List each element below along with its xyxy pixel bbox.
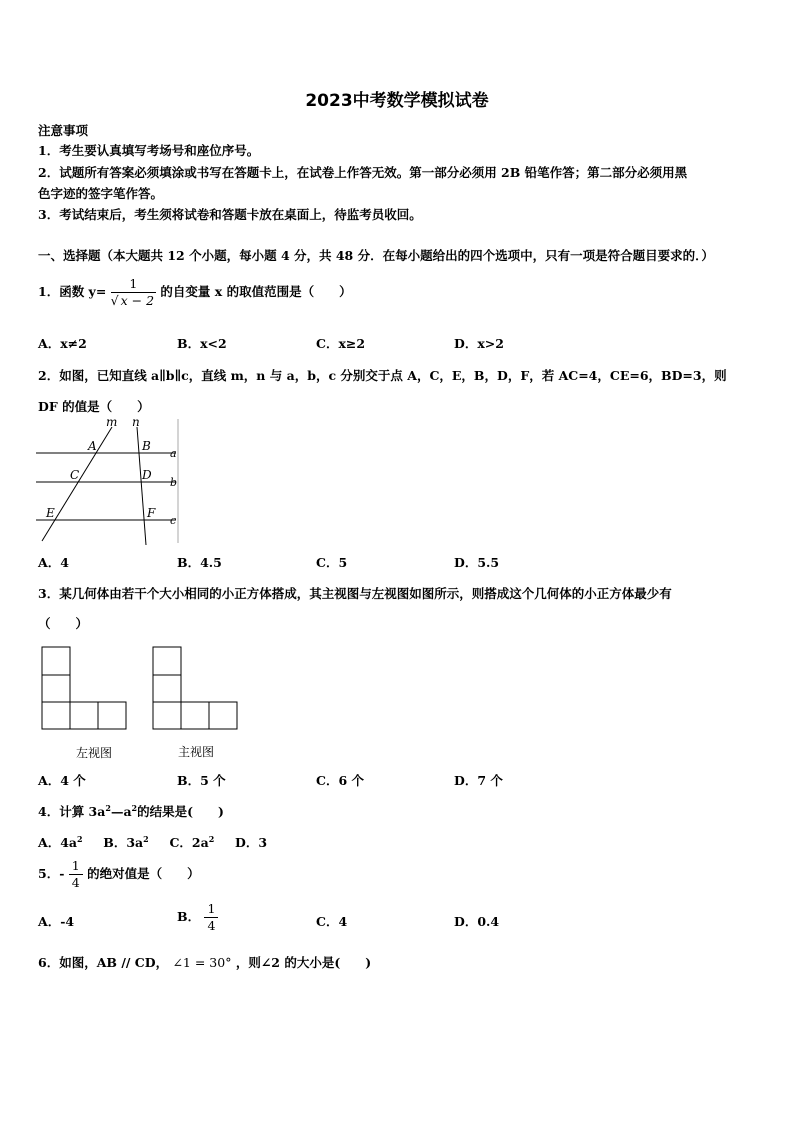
q1-option-d: D．x>2 bbox=[454, 336, 504, 351]
q2-option-d: D．5.5 bbox=[454, 555, 500, 570]
question-4 bbox=[38, 802, 224, 820]
line-m bbox=[42, 427, 112, 541]
q5-option-a: A．-4 bbox=[38, 914, 75, 929]
section-heading: 一、选择题（本大题共 12 个小题，每小题 4 分，共 48 分．在每小题给出的四个选项中，只有一项是符合题目要求的．） bbox=[38, 248, 714, 263]
q5-option-b-den: 4 bbox=[207, 918, 216, 933]
question-1 bbox=[38, 276, 352, 309]
q1-fraction bbox=[111, 276, 156, 309]
notice-item-3: 3．考试结束后，考生须将试卷和答题卡放在桌面上，待监考员收回。 bbox=[38, 207, 422, 222]
left-view-cube-bottom-3 bbox=[98, 702, 126, 729]
question-3-line-2: （ ） bbox=[38, 616, 89, 631]
q1-prefix: 1．函数 y= bbox=[38, 284, 107, 299]
left-view-cube-top bbox=[42, 647, 70, 675]
q6-angle-1: ∠1 = 30° bbox=[172, 955, 232, 970]
notice-heading: 注意事项 bbox=[38, 123, 89, 138]
label-D: D bbox=[142, 468, 152, 482]
notice-item-2-cont: 色字迹的签字笔作答。 bbox=[38, 186, 164, 201]
main-view-caption: 主视图 bbox=[178, 745, 215, 759]
q3-option-b: B．5 个 bbox=[177, 773, 226, 788]
q1-frac-den-wrap: √ x − 2 bbox=[110, 293, 155, 308]
q1-frac-num: 1 bbox=[111, 276, 156, 293]
q3-option-c: C．6 个 bbox=[316, 773, 364, 788]
q4-option-a: A．4a bbox=[38, 835, 77, 850]
q4-option-b: B．3a bbox=[103, 835, 144, 850]
label-c: c bbox=[170, 514, 177, 527]
label-n: n bbox=[132, 415, 140, 429]
q4-option-b-sup: 2 bbox=[143, 833, 149, 844]
q3-option-a: A．4 个 bbox=[38, 773, 86, 788]
q2-option-c: C．5 bbox=[316, 555, 348, 570]
q4-mid: —a bbox=[110, 804, 132, 819]
q5-frac-den: 4 bbox=[71, 875, 80, 890]
question-5 bbox=[38, 858, 200, 891]
label-F: F bbox=[147, 506, 156, 520]
q5-option-c: C．4 bbox=[316, 914, 348, 929]
q4-suffix: 的结果是( ) bbox=[137, 804, 224, 819]
label-A: A bbox=[88, 439, 97, 453]
notice-item-2: 2．试题所有答案必须填涂或书写在答题卡上，在试卷上作答无效。第一部分必须用 2B 铅笔作答；第二部分必须用黑 bbox=[38, 165, 688, 180]
q4-option-c: C．2a bbox=[169, 835, 209, 850]
question-2-line-2: DF 的值是（ ） bbox=[38, 399, 150, 414]
label-a: a bbox=[170, 447, 177, 460]
question-2-line-1: 2．如图，已知直线 a∥b∥c，直线 m，n 与 a，b，c 分别交于点 A，C，E，B，D，F，若 AC=4，CE=6，BD=3，则 bbox=[38, 368, 727, 383]
label-E: E bbox=[46, 506, 55, 520]
question-3-line-1: 3．某几何体由若干个大小相同的小正方体搭成，其主视图与左视图如图所示，则搭成这个几何体的小正方体最少有 bbox=[38, 586, 672, 601]
q6-prefix: 6．如图，AB // CD， bbox=[38, 955, 169, 970]
q2-option-a: A．4 bbox=[38, 555, 69, 570]
main-view-cube-bottom-2 bbox=[181, 702, 209, 729]
left-view-cube-bottom-1 bbox=[42, 702, 70, 729]
q5-option-b-num: 1 bbox=[204, 901, 218, 918]
left-view-cube-mid bbox=[42, 675, 70, 702]
left-view-caption: 左视图 bbox=[76, 746, 113, 760]
q4-sup-2: 2 bbox=[131, 802, 138, 813]
notice-item-1: 1．考生要认真填写考场号和座位序号。 bbox=[38, 143, 260, 158]
q5-option-b-label: B． bbox=[177, 909, 201, 924]
parallel-lines-figure bbox=[36, 415, 186, 545]
q4-option-a-sup: 2 bbox=[77, 833, 83, 844]
left-view-figure bbox=[40, 645, 130, 730]
q5-option-b-fraction bbox=[204, 901, 218, 934]
q5-option-b bbox=[177, 901, 218, 934]
label-m: m bbox=[106, 415, 118, 429]
q5-fraction bbox=[69, 858, 83, 891]
main-view-cube-bottom-1 bbox=[153, 702, 181, 729]
main-view-figure bbox=[151, 645, 241, 730]
q5-suffix: 的绝对值是（ ） bbox=[87, 866, 200, 881]
q4-options bbox=[38, 833, 267, 851]
q4-option-c-sup: 2 bbox=[208, 833, 215, 844]
q5-option-d: D．0.4 bbox=[454, 914, 500, 929]
main-view-cube-top bbox=[153, 647, 181, 675]
page-title: 2023中考数学模拟试卷 bbox=[305, 91, 489, 111]
q4-sup-1: 2 bbox=[105, 802, 111, 813]
label-C: C bbox=[70, 468, 80, 482]
q5-frac-num: 1 bbox=[69, 858, 83, 875]
q2-option-b: B．4.5 bbox=[177, 555, 222, 570]
label-B: B bbox=[142, 439, 151, 453]
q5-prefix: 5．- bbox=[38, 866, 65, 881]
question-6 bbox=[38, 953, 371, 971]
main-view-cube-mid bbox=[153, 675, 181, 702]
q1-option-c: C．x≥2 bbox=[316, 336, 366, 351]
q3-option-d: D．7 个 bbox=[454, 773, 503, 788]
label-b: b bbox=[170, 476, 178, 489]
q4-prefix: 4．计算 3a bbox=[38, 804, 106, 819]
left-view-cube-bottom-2 bbox=[70, 702, 98, 729]
q1-frac-den: x − 2 bbox=[120, 293, 155, 308]
q4-option-d: D．3 bbox=[235, 835, 268, 850]
q6-suffix: ，则∠2 的大小是( ) bbox=[235, 955, 372, 970]
q1-option-a: A．x≠2 bbox=[38, 336, 87, 351]
q1-suffix: 的自变量 x 的取值范围是（ ） bbox=[160, 284, 352, 299]
q1-option-b: B．x<2 bbox=[177, 336, 227, 351]
main-view-cube-bottom-3 bbox=[209, 702, 237, 729]
